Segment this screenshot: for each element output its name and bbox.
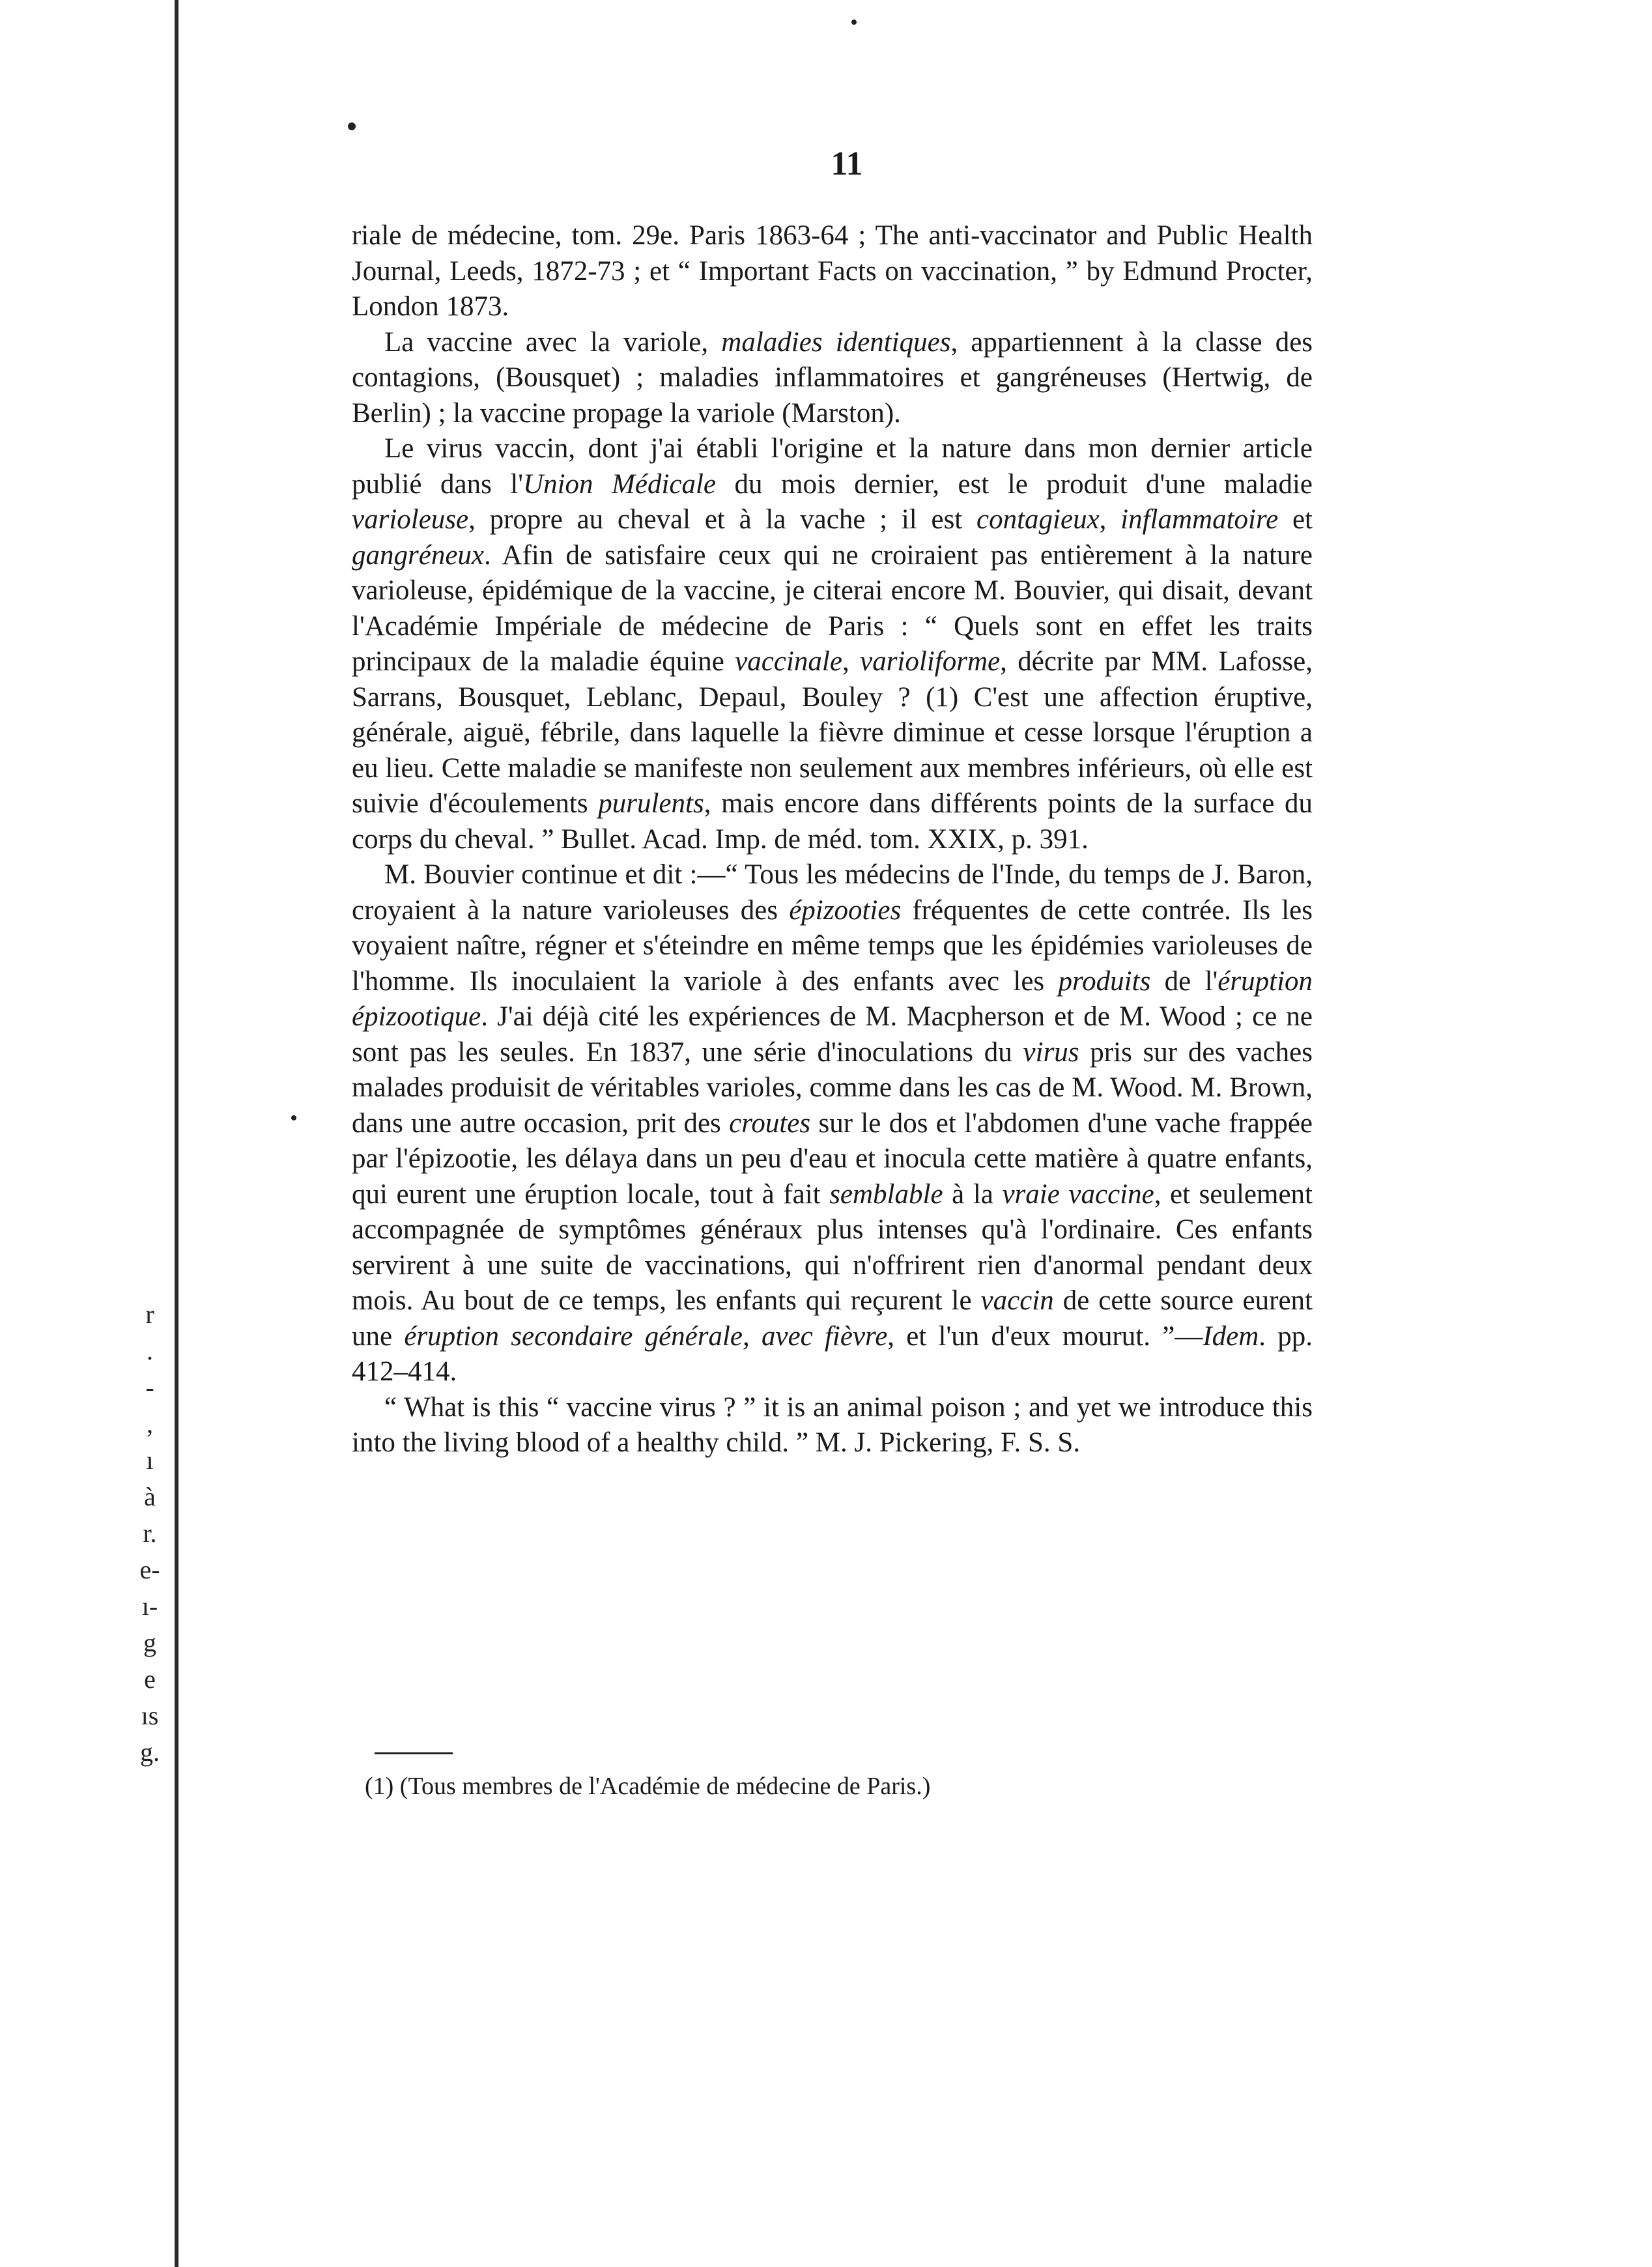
margin-fragment: e-	[139, 1555, 160, 1584]
margin-fragment: ,	[147, 1409, 153, 1438]
text-run: . J'ai déjà cité les expériences de M. Macpherson et de M. Wood ; ce ne sont pas les seules. En 1837, une série d'inoculations du	[352, 1001, 1313, 1068]
page-binding-edge	[175, 0, 178, 2267]
text-run: à la	[943, 1178, 1003, 1210]
italic-run: épizooties	[789, 894, 902, 926]
ink-speck	[291, 1115, 296, 1120]
italic-run: vraie vaccine	[1002, 1178, 1154, 1210]
italic-run: inflammatoire	[1120, 504, 1279, 535]
text-run: de l'	[1150, 965, 1218, 997]
italic-run: purulents	[598, 788, 704, 819]
text-run: . Afin de satisfaire ceux qui ne croiraient pas entièrement à la nature varioleuse, épidémique de la vaccine, je citerai encore M. Bouvier, qui disait, devant l'Académie Impériale de médecine de Paris : “ Quels sont en effet les traits principaux de la maladie équine	[352, 539, 1313, 677]
paragraph	[352, 857, 1313, 1390]
page-number: 11	[831, 145, 863, 182]
margin-fragment: ıs	[141, 1701, 159, 1730]
margin-fragment: à	[144, 1482, 156, 1511]
text-run: et	[1278, 504, 1313, 535]
italic-run: contagieux	[976, 504, 1100, 535]
italic-run: éruption épizootique	[352, 965, 1313, 1032]
facing-page-margin	[0, 0, 177, 2267]
italic-run: vaccin	[980, 1285, 1054, 1316]
facing-page-text-fragments	[130, 1296, 169, 1771]
footnote: (1) (Tous membres de l'Académie de médecine de Paris.)	[365, 1773, 931, 1800]
paragraph	[352, 431, 1313, 857]
margin-fragment: g	[143, 1628, 156, 1657]
text-run: fréquentes de cette contrée. Ils les voyaient naître, régner et s'éteindre en même temps que les épidémies varioleuses de l'homme. Ils inoculaient la variole à des enfants avec les	[352, 894, 1313, 997]
text-run: pris sur des vaches malades produisit de véritables varioles, comme dans les cas de M. Wood. M. Brown, dans une autre occasion, prit des	[352, 1036, 1313, 1139]
text-run: M. Bouvier continue et dit :—“ Tous les médecins de l'Inde, du temps de J. Baron, croyaient à la nature varioleuses des	[352, 859, 1313, 926]
italic-run: virus	[1023, 1036, 1079, 1068]
margin-fragment: .	[147, 1336, 153, 1365]
italic-run: semblable	[829, 1178, 943, 1210]
footnote-rule	[375, 1752, 453, 1754]
italic-run: Union Médicale	[523, 468, 717, 500]
italic-run: éruption secondaire générale, avec fièvre	[404, 1320, 888, 1352]
margin-fragment: e	[144, 1664, 156, 1694]
text-run: . pp. 412–414.	[352, 1320, 1313, 1387]
margin-fragment: r	[145, 1300, 154, 1329]
margin-fragment: ı-	[141, 1591, 158, 1621]
margin-fragment: g.	[140, 1737, 160, 1767]
text-run: ,	[842, 646, 861, 677]
italic-run: produits	[1058, 965, 1151, 997]
text-run: du mois dernier, est le produit d'une maladie	[716, 468, 1313, 500]
margin-fragment: -	[145, 1373, 154, 1402]
text-run: , et seulement accompagnée de symptômes généraux plus intenses qu'à l'ordinaire. Ces enfants servirent à une suite de vaccinations, qui n'offrirent rien d'anormal pendant deux mois. Au bout de ce temps, les enfants qui reçurent le	[352, 1178, 1313, 1316]
paragraph-quote: “ What is this “ vaccine virus ? ” it is an animal poison ; and yet we introduce this into the living blood of a healthy child. ” M. J. Pickering, F. S. S.	[352, 1391, 1313, 1458]
text-run: , décrite par MM. Lafosse, Sarrans, Bousquet, Leblanc, Depaul, Bouley ? (1) C'est une affection éruptive, générale, aiguë, fébrile, dans laquelle la fièvre diminue et cesse lorsque l'éruption a eu lieu. Cette maladie se manifeste non seulement aux membres inférieurs, où elle est suivie d'écoulements	[352, 646, 1313, 819]
text-run: , appartiennent à la classe des contagions, (Bousquet) ; maladies inflammatoires et gangréneuses (Hertwig, de Berlin) ; la vaccine propage la variole (Marston).	[352, 326, 1313, 429]
italic-run: varioliforme	[860, 646, 1001, 677]
italic-run: gangréneux	[352, 539, 484, 571]
text-run: sur le dos et l'abdomen d'une vache frappée par l'épizootie, les délaya dans un peu d'eau et inocula cette matière à quatre enfants, qui eurent une éruption locale, tout à fait	[352, 1107, 1313, 1210]
italic-run: vaccinale	[735, 646, 842, 677]
italic-run: croutes	[729, 1107, 811, 1139]
ink-speck	[348, 122, 356, 130]
italic-run: Idem	[1203, 1320, 1259, 1352]
paragraph	[352, 325, 1313, 432]
text-run: Le virus vaccin, dont j'ai établi l'origine et la nature dans mon dernier article publié dans l'	[352, 433, 1313, 500]
text-run: La vaccine avec la variole,	[384, 326, 722, 358]
text-run: , mais encore dans différents points de la surface du corps du cheval. ” Bullet. Acad. Imp. de méd. tom. XXIX, p. 391.	[352, 788, 1313, 855]
margin-fragment: ı	[146, 1446, 154, 1475]
body-text	[352, 218, 1313, 1461]
text-run: , et l'un d'eux mourut. ”—	[887, 1320, 1203, 1352]
text-run: , propre au cheval et à la vache ; il est	[468, 504, 976, 535]
italic-run: varioleuse	[352, 504, 469, 535]
paragraph-continuation: riale de médecine, tom. 29e. Paris 1863-64 ; The anti-vaccinator and Public Health Journal, Leeds, 1872-73 ; et “ Important Facts on vaccination, ” by Edmund Procter, London 1873.	[352, 220, 1313, 322]
text-run: de cette source eurent une	[352, 1285, 1313, 1352]
text-run: ,	[1099, 504, 1121, 535]
ink-speck	[851, 20, 857, 25]
italic-run: maladies identiques	[721, 326, 951, 358]
margin-fragment: r.	[143, 1518, 157, 1548]
